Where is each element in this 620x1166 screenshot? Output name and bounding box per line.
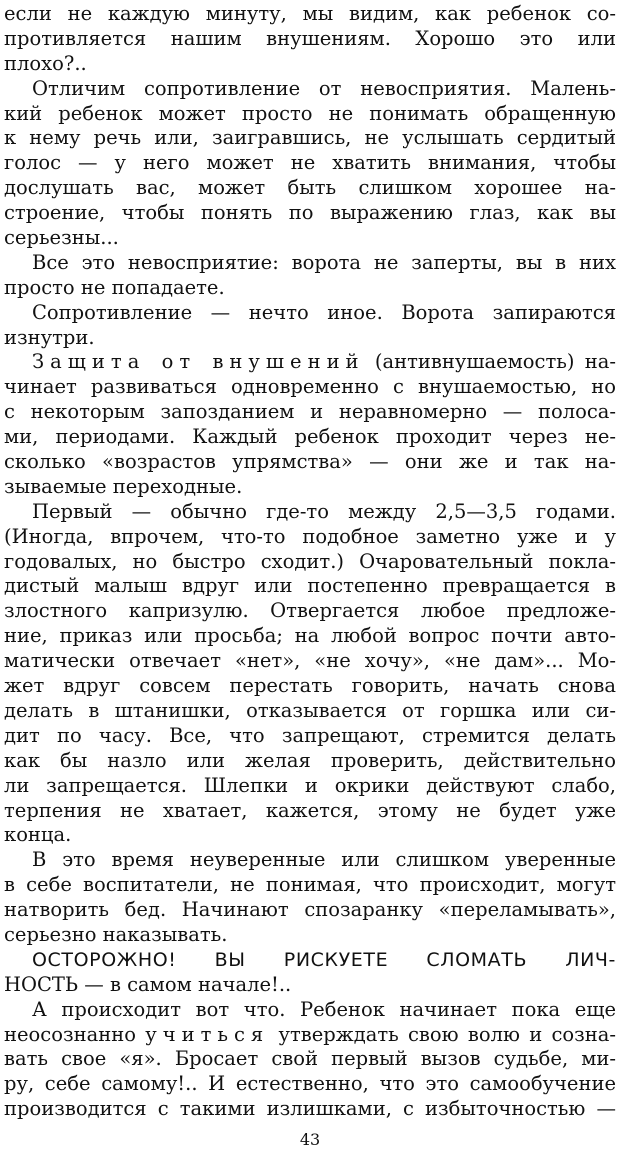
text-line: плохо?..: [4, 51, 87, 75]
spaced-phrase: Защита от внушений: [32, 350, 365, 374]
text-line: А происходит вот что. Ребенок начинает пока еще: [32, 997, 616, 1021]
page-text: [4, 2, 616, 1122]
text-line: ли запрещается. Шлепки и окрики действуют слабо,: [4, 773, 616, 797]
text-line: кий ребенок может просто не понимать обращенную: [4, 101, 616, 125]
text-line: жет вдруг совсем перестать говорить, начать снова: [4, 674, 616, 698]
text-line: терпения не хватает, кажется, этому не будет уже: [4, 798, 616, 822]
warning-heading: ОСТОРОЖНО! ВЫ РИСКУЕТЕ СЛОМАТЬ ЛИЧ-: [32, 948, 616, 971]
text-line: если не каждую минуту, мы видим, как ребенок со-: [4, 2, 616, 25]
page-number: 43: [299, 1130, 321, 1149]
text-line: Все это невосприятие: ворота не заперты, вы в них: [32, 250, 616, 274]
text-line: конца.: [4, 823, 72, 847]
text-line: злостного капризулю. Отвергается любое предложе-: [4, 599, 616, 623]
text-line: НОСТЬ — в самом начале!..: [4, 972, 292, 996]
text-line: зываемые переходные.: [4, 474, 243, 498]
text-line: производится с такими излишками, с избыточностью —: [4, 1097, 616, 1121]
text-line: (Иногда, впрочем, что-то подобное заметно уже и у: [4, 524, 616, 548]
text-line: Первый — обычно где-то между 2,5—3,5 годами.: [32, 499, 616, 523]
text-line: сколько «возрастов упрямства» — они же и так на-: [4, 450, 616, 474]
text-line: годовалых, но быстро сходит.) Очаровательный покла-: [4, 549, 616, 573]
text-line: к нему речь или, заигравшись, не услышать сердитый: [4, 126, 616, 150]
text-line: [4, 350, 616, 375]
text-line: серьезно наказывать.: [4, 922, 228, 946]
text-line: изнутри.: [4, 325, 95, 349]
text-line: серьезны...: [4, 226, 119, 250]
text-line: как бы назло или желая проверить, действительно: [4, 748, 616, 772]
text-line: противляется нашим внушениям. Хорошо это или: [4, 26, 616, 50]
text-line: [4, 1023, 616, 1048]
text-line: делать в штанишки, отказывается от горшка или си-: [4, 698, 616, 722]
text-line-rest: утверждать свою волю и созна-: [278, 1022, 616, 1046]
text-line: ми, периодами. Каждый ребенок проходит через не-: [4, 425, 616, 449]
text-line: натворить бед. Начинают спозаранку «переламывать»,: [4, 898, 616, 922]
text-line: ру, себе самому!.. И естественно, что это самообучение: [4, 1072, 616, 1096]
text-line-rest: (антивнушаемость) на-: [374, 350, 616, 374]
spaced-word: учиться: [145, 1022, 270, 1046]
text-line: в себе воспитатели, не понимая, что происходит, могут: [4, 873, 616, 897]
text-line-start: неосознанно: [4, 1022, 136, 1046]
text-line: В это время неуверенные или слишком уверенные: [32, 848, 616, 872]
text-line: ние, приказ или просьба; на любой вопрос почти авто-: [4, 624, 616, 648]
text-line: чинает развиваться одновременно с внушаемостью, но: [4, 375, 616, 399]
text-line: матически отвечает «нет», «не хочу», «не дам»... Мо-: [4, 649, 616, 673]
text-line: голос — у него может не хватить внимания, чтобы: [4, 151, 616, 175]
text-line: дистый малыш вдруг или постепенно превращается в: [4, 574, 616, 598]
text-line: дит по часу. Все, что запрещают, стремится делать: [4, 723, 616, 747]
text-line: Отличим сопротивление от невосприятия. Малень-: [32, 76, 616, 100]
text-line: Сопротивление — нечто иное. Ворота запираются: [32, 300, 616, 324]
text-line: с некоторым запозданием и неравномерно — полоса-: [4, 400, 616, 424]
text-line: строение, чтобы понять по выражению глаз, как вы: [4, 201, 616, 225]
text-line: просто не попадаете.: [4, 275, 225, 299]
text-line: вать свое «я». Бросает свой первый вызов судьбе, ми-: [4, 1047, 616, 1071]
text-line: дослушать вас, может быть слишком хорошее на-: [4, 176, 616, 200]
